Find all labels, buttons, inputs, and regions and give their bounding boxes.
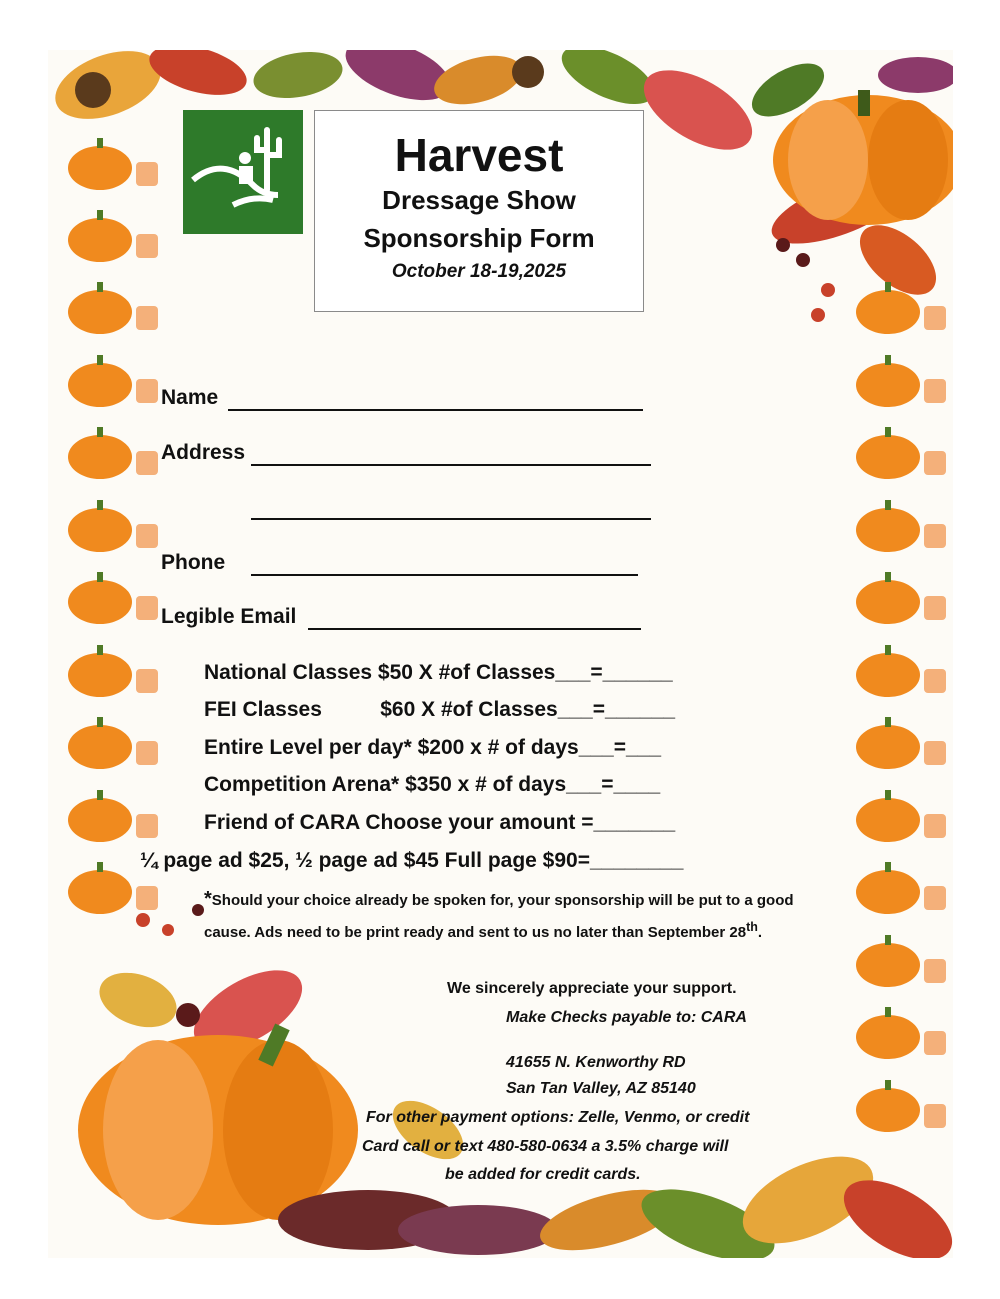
top-right-pumpkin-decoration [743, 53, 953, 322]
payable-text: Make Checks payable to: CARA [506, 1009, 747, 1026]
item-page-ad[interactable]: ¼ page ad $25, ½ page ad $45 Full page $90=________ [140, 849, 684, 872]
name-field[interactable] [228, 409, 643, 411]
note-asterisk: * [204, 888, 212, 910]
subtitle-line2: Sponsorship Form [363, 223, 595, 253]
club-logo [183, 110, 303, 234]
sponsorship-note [204, 886, 819, 946]
email-label: Legible Email [161, 605, 297, 628]
left-pumpkin-column-decoration [68, 138, 158, 914]
item-fei-classes[interactable]: FEI Classes $60 X #of Classes___=______ [204, 698, 676, 721]
payment-options-line2: Card call or text 480-580-0634 a 3.5% charge will [362, 1138, 729, 1155]
phone-label: Phone [161, 551, 226, 574]
note-end: . [757, 924, 763, 941]
payment-options-line1: For other payment options: Zelle, Venmo, or credit [366, 1109, 750, 1126]
phone-field[interactable] [251, 574, 638, 576]
thanks-text: We sincerely appreciate your support. [447, 980, 737, 997]
item-friend-of-cara[interactable]: Friend of CARA Choose your amount =_______ [204, 811, 676, 834]
address-line1: 41655 N. Kenworthy RD [506, 1054, 686, 1071]
email-field[interactable] [308, 628, 641, 630]
item-competition-arena[interactable]: Competition Arena* $350 x # of days___=____ [204, 773, 661, 796]
address-line2: San Tan Valley, AZ 85140 [506, 1080, 696, 1097]
payment-options-line3: be added for credit cards. [445, 1166, 641, 1183]
note-superscript: th [746, 920, 758, 934]
address-label: Address [161, 441, 246, 464]
title-box [314, 110, 644, 312]
subtitle-line1: Dressage Show [382, 185, 576, 215]
name-label: Name [161, 386, 219, 409]
event-date: October 18-19,2025 [391, 261, 567, 282]
flyer-page [48, 50, 953, 1258]
note-text: Should your choice already be spoken for, your sponsorship will be put to a good cause. Ads need to be print ready and sent to us no later than September 28 [204, 892, 794, 941]
horse-rider-cactus-icon [183, 110, 303, 234]
address-field-line1[interactable] [251, 464, 651, 466]
item-national-classes[interactable]: National Classes $50 X #of Classes___=______ [204, 661, 673, 684]
right-pumpkin-column-decoration [856, 282, 946, 1132]
page-title: Harvest [394, 129, 564, 181]
address-field-line2[interactable] [251, 518, 651, 520]
item-entire-level[interactable]: Entire Level per day* $200 x # of days___=___ [204, 736, 662, 759]
